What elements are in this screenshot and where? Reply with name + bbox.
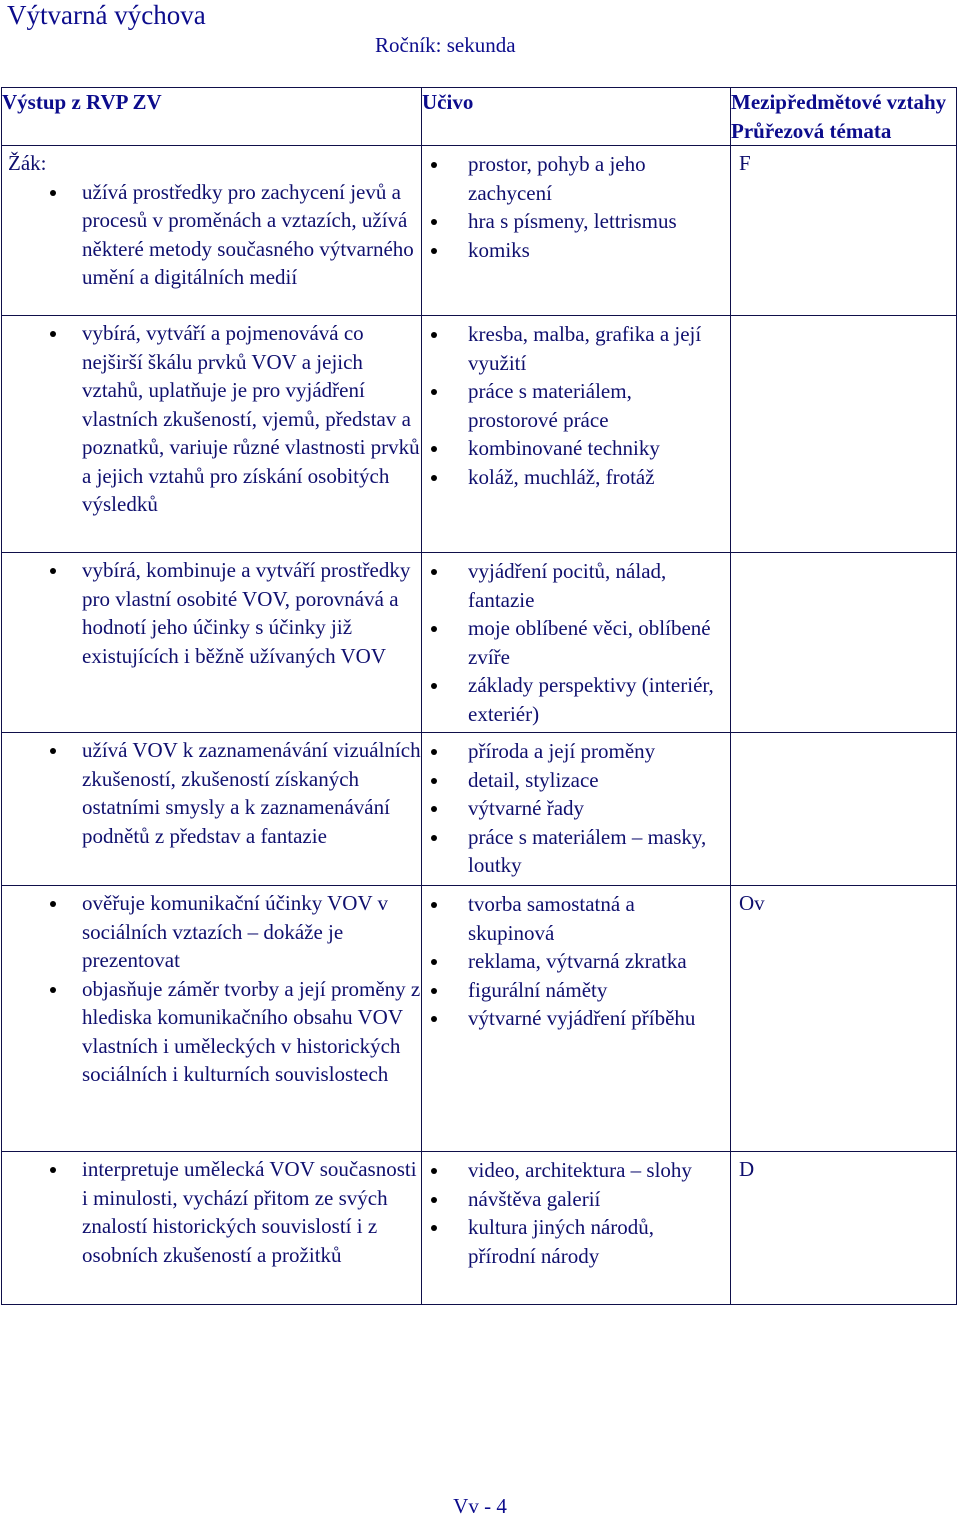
document-title: Výtvarná výchova [7, 0, 206, 30]
content-list [422, 1156, 730, 1270]
content-item: kresba, malba, grafika a její využití [468, 320, 724, 377]
content-cell [422, 146, 731, 316]
content-list [422, 890, 730, 1033]
header-outcomes: Výstup z RVP ZV [2, 88, 422, 146]
content-item: kombinované techniky [468, 434, 724, 463]
outcomes-cell [2, 733, 422, 886]
content-item: koláž, muchláž, frotáž [468, 463, 724, 492]
content-list [422, 737, 730, 880]
outcome-item: objasňuje záměr tvorby a její proměny z hlediska komunikačního obsahu VOV vlastních i uměleckých v historických sociálních i kulturních souvislostech [82, 975, 421, 1089]
content-list [422, 320, 730, 491]
content-item: hra s písmeny, lettrismus [468, 207, 724, 236]
table-row [2, 1152, 957, 1305]
content-cell [422, 886, 731, 1152]
outcome-item: vybírá, kombinuje a vytváří prostředky pro vlastní osobité VOV, porovnává a hodnotí jeho účinky s účinky již existujících i běžně užívaných VOV [82, 556, 421, 670]
page-footer: Vv - 4 [453, 1494, 507, 1518]
outcomes-cell [2, 886, 422, 1152]
outcomes-list [2, 319, 421, 519]
content-item: detail, stylizace [468, 766, 724, 795]
outcome-item: vybírá, vytváří a pojmenovává co nejširší škálu prvků VOV a jejich vztahů, uplatňuje je pro vyjádření vlastních zkušeností, vjemů, představ a poznatků, variuje různé vlastnosti prvků a jejich vztahů pro získání osobitých výsledků [82, 319, 421, 519]
content-item: reklama, výtvarná zkratka [468, 947, 724, 976]
table-row [2, 553, 957, 733]
content-item: základy perspektivy (interiér, exteriér) [468, 671, 724, 728]
header-relations-line1: Mezipředmětové vztahy [731, 90, 947, 114]
content-item: kultura jiných národů, přírodní národy [468, 1213, 724, 1270]
header-relations [731, 88, 957, 146]
content-cell [422, 553, 731, 733]
content-list [422, 557, 730, 728]
relations-cell [731, 733, 957, 886]
outcomes-cell [2, 316, 422, 553]
outcomes-cell [2, 146, 422, 316]
content-item: návštěva galerií [468, 1185, 724, 1214]
outcomes-cell [2, 553, 422, 733]
content-item: komiks [468, 236, 724, 265]
content-item: příroda a její proměny [468, 737, 724, 766]
table-row [2, 733, 957, 886]
content-item: vyjádření pocitů, nálad, fantazie [468, 557, 724, 614]
content-item: tvorba samostatná a skupinová [468, 890, 724, 947]
outcomes-list [2, 556, 421, 670]
outcomes-list [2, 1155, 421, 1269]
relations-cell [731, 553, 957, 733]
outcome-item: interpretuje umělecká VOV současnosti i minulosti, vychází přitom ze svých znalostí historických souvislostí i z osobních zkušeností a prožitků [82, 1155, 421, 1269]
zak-label: Žák: [8, 151, 47, 175]
table-row [2, 316, 957, 553]
content-cell [422, 1152, 731, 1305]
outcomes-list [2, 736, 421, 850]
content-item: prostor, pohyb a jeho zachycení [468, 150, 724, 207]
relations-cell: F [731, 146, 957, 316]
outcome-item: užívá VOV k zaznamenávání vizuálních zkušeností, zkušeností získaných ostatními smysly a k zaznamenávání podnětů z představ a fantazie [82, 736, 421, 850]
content-cell [422, 316, 731, 553]
content-item: figurální náměty [468, 976, 724, 1005]
content-item: moje oblíbené věci, oblíbené zvíře [468, 614, 724, 671]
relations-cell: Ov [731, 886, 957, 1152]
content-item: práce s materiálem, prostorové práce [468, 377, 724, 434]
outcomes-list [2, 178, 421, 292]
outcome-item: užívá prostředky pro zachycení jevů a procesů v proměnách a vztazích, užívá některé metody současného výtvarného umění a digitálních medií [82, 178, 421, 292]
document-subtitle: Ročník: sekunda [375, 33, 516, 57]
table-row [2, 146, 957, 316]
relations-cell [731, 316, 957, 553]
content-item: výtvarné vyjádření příběhu [468, 1004, 724, 1033]
content-item: výtvarné řady [468, 794, 724, 823]
header-relations-line2: Průřezová témata [731, 118, 892, 143]
header-content: Učivo [422, 88, 731, 146]
outcome-item: ověřuje komunikační účinky VOV v sociálních vztazích – dokáže je prezentovat [82, 889, 421, 975]
table-row [2, 886, 957, 1152]
content-list [422, 150, 730, 264]
content-item: práce s materiálem – masky, loutky [468, 823, 724, 880]
content-cell [422, 733, 731, 886]
relations-cell: D [731, 1152, 957, 1305]
outcomes-cell [2, 1152, 422, 1305]
table-header-row [2, 88, 957, 146]
content-item: video, architektura – slohy [468, 1156, 724, 1185]
curriculum-table [1, 87, 957, 1305]
outcomes-list [2, 889, 421, 1089]
